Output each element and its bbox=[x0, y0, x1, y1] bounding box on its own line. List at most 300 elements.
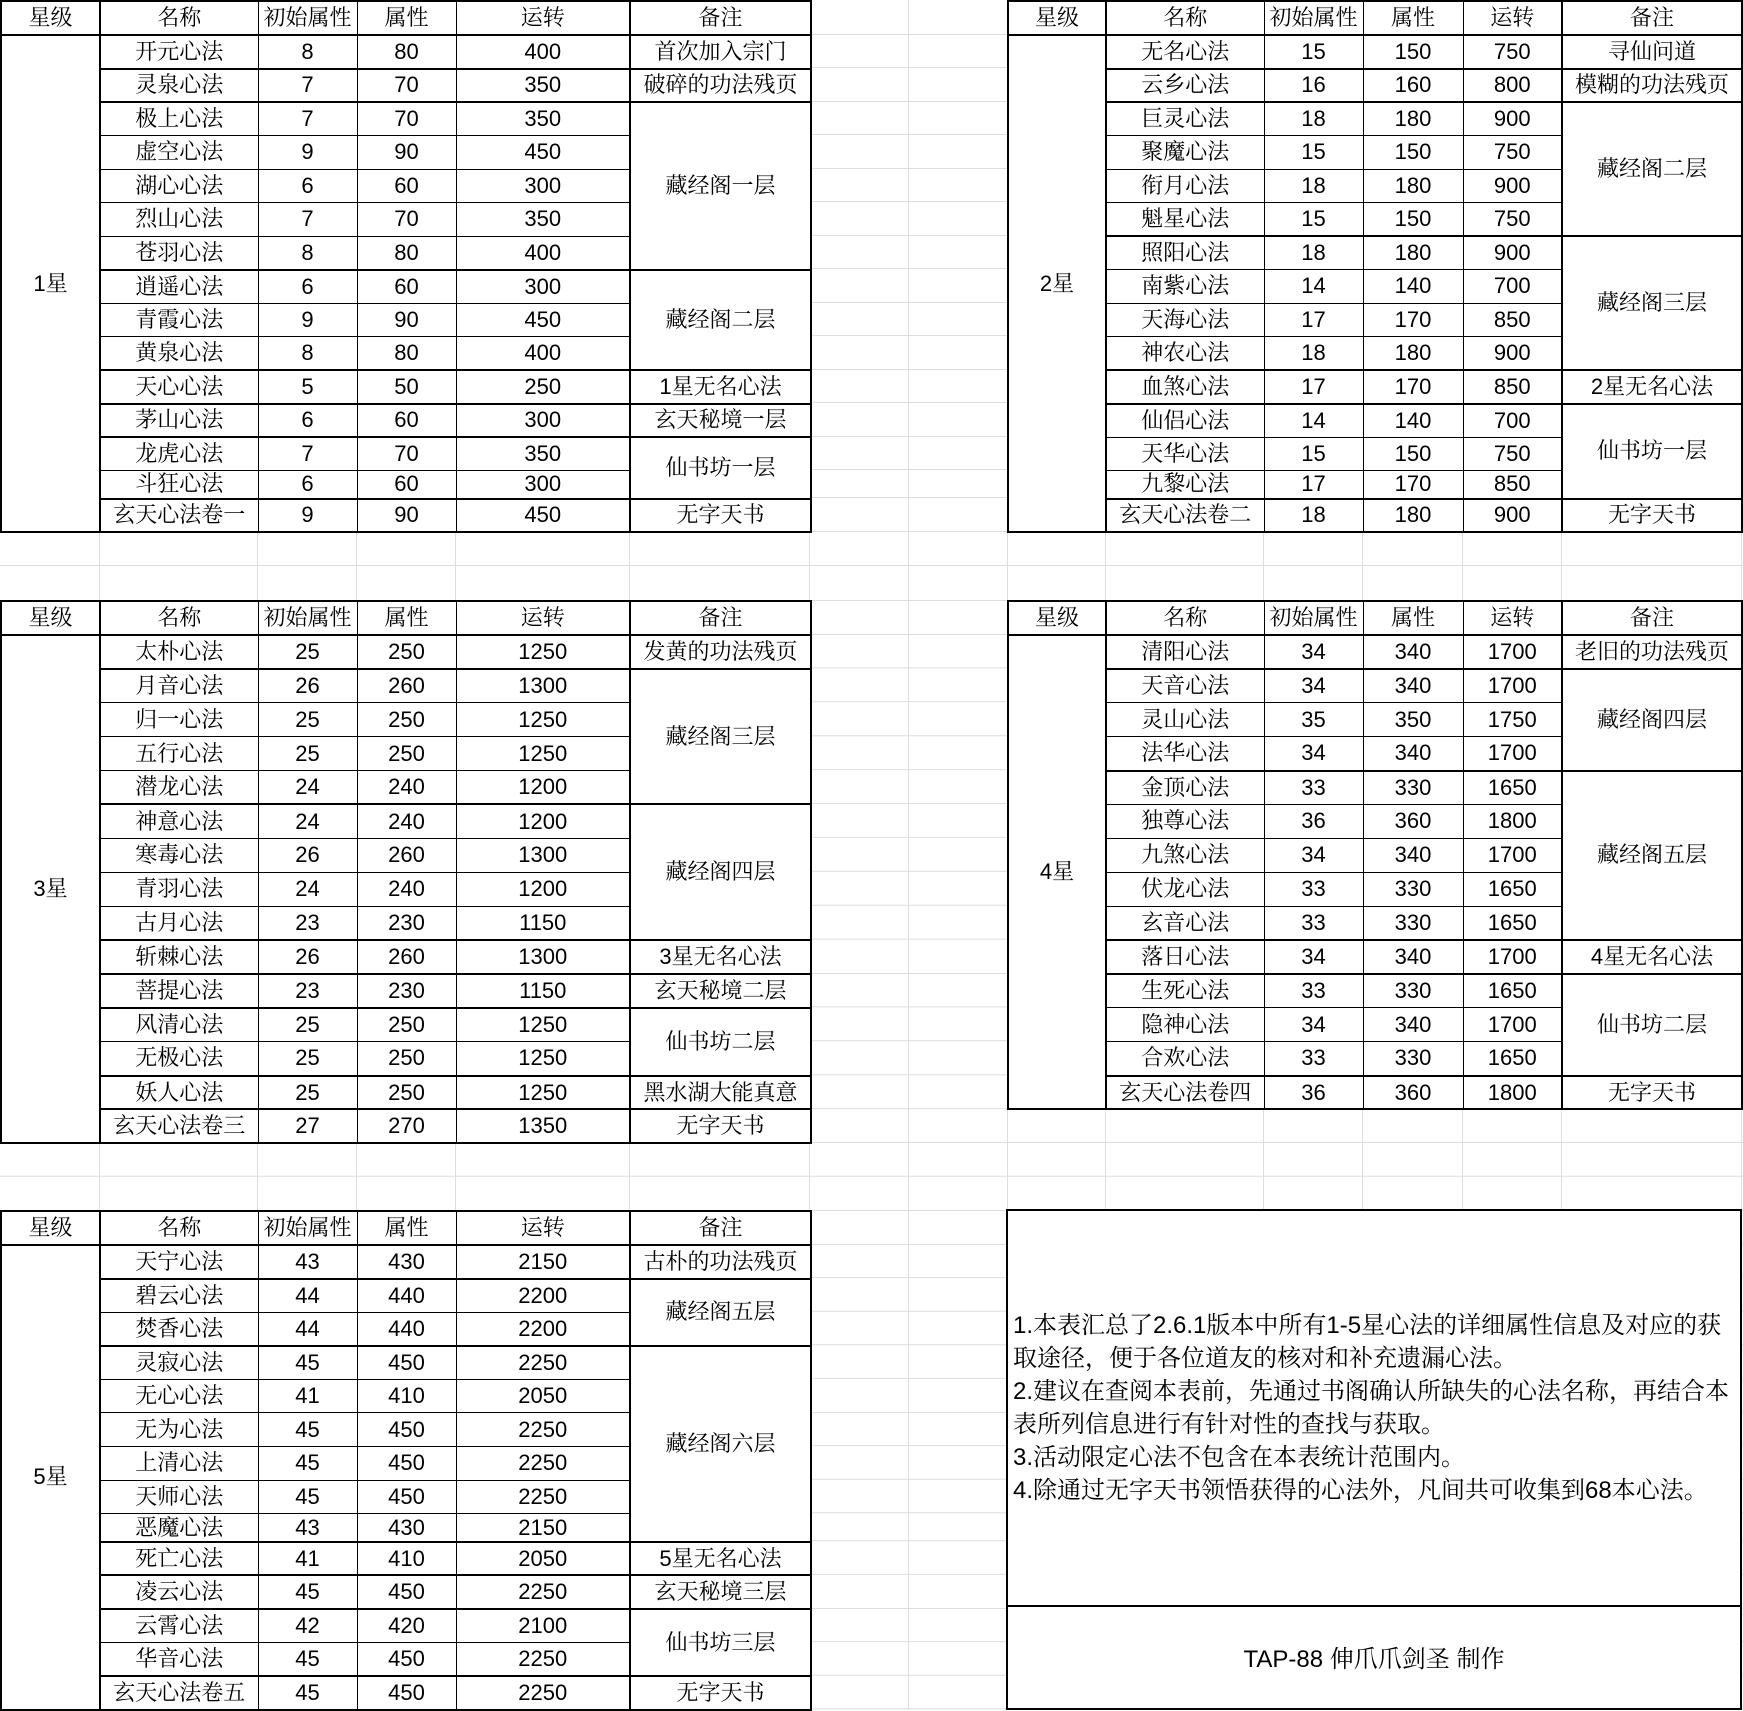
base-attr-cell[interactable]: 17 bbox=[1264, 370, 1363, 404]
base-attr-cell[interactable]: 36 bbox=[1264, 1076, 1363, 1110]
run-cell[interactable]: 750 bbox=[1463, 437, 1562, 471]
name-cell[interactable]: 灵泉心法 bbox=[100, 69, 258, 103]
remark-cell[interactable]: 1星无名心法 bbox=[630, 370, 811, 404]
attr-cell[interactable]: 60 bbox=[357, 169, 456, 203]
attr-cell[interactable]: 150 bbox=[1363, 35, 1463, 69]
attr-cell[interactable]: 180 bbox=[1363, 169, 1463, 203]
remark-cell[interactable]: 5星无名心法 bbox=[630, 1542, 811, 1576]
run-cell[interactable]: 2250 bbox=[456, 1413, 630, 1447]
name-cell[interactable]: 金顶心法 bbox=[1106, 771, 1264, 805]
attr-cell[interactable]: 240 bbox=[357, 872, 456, 906]
remark-cell[interactable]: 古朴的功法残页 bbox=[630, 1245, 811, 1279]
run-cell[interactable]: 1250 bbox=[456, 737, 630, 771]
run-cell[interactable]: 750 bbox=[1463, 203, 1562, 237]
name-cell[interactable]: 黄泉心法 bbox=[100, 337, 258, 371]
remark-cell[interactable]: 发黄的功法残页 bbox=[630, 635, 811, 669]
run-cell[interactable]: 900 bbox=[1463, 236, 1562, 270]
header-run[interactable]: 运转 bbox=[456, 601, 630, 635]
remark-cell[interactable]: 破碎的功法残页 bbox=[630, 69, 811, 103]
remark-cell[interactable]: 藏经阁三层 bbox=[630, 669, 811, 805]
run-cell[interactable]: 850 bbox=[1463, 370, 1562, 404]
attr-cell[interactable]: 440 bbox=[357, 1279, 456, 1313]
base-attr-cell[interactable]: 17 bbox=[1264, 471, 1363, 499]
base-attr-cell[interactable]: 45 bbox=[258, 1480, 357, 1514]
header-attr[interactable]: 属性 bbox=[357, 601, 456, 635]
name-cell[interactable]: 玄天心法卷一 bbox=[100, 499, 258, 533]
attr-cell[interactable]: 340 bbox=[1363, 737, 1463, 771]
base-attr-cell[interactable]: 6 bbox=[258, 471, 357, 499]
run-cell[interactable]: 900 bbox=[1463, 102, 1562, 136]
run-cell[interactable]: 1150 bbox=[456, 906, 630, 940]
attr-cell[interactable]: 170 bbox=[1363, 370, 1463, 404]
run-cell[interactable]: 2150 bbox=[456, 1245, 630, 1279]
attr-cell[interactable]: 70 bbox=[357, 203, 456, 237]
name-cell[interactable]: 龙虎心法 bbox=[100, 437, 258, 471]
star-level-cell[interactable]: 3星 bbox=[1, 635, 100, 1143]
base-attr-cell[interactable]: 6 bbox=[258, 270, 357, 304]
base-attr-cell[interactable]: 25 bbox=[258, 1042, 357, 1076]
run-cell[interactable]: 2050 bbox=[456, 1379, 630, 1413]
attr-cell[interactable]: 60 bbox=[357, 471, 456, 499]
run-cell[interactable]: 300 bbox=[456, 169, 630, 203]
base-attr-cell[interactable]: 42 bbox=[258, 1609, 357, 1643]
base-attr-cell[interactable]: 41 bbox=[258, 1542, 357, 1576]
attr-cell[interactable]: 450 bbox=[357, 1413, 456, 1447]
name-cell[interactable]: 开元心法 bbox=[100, 35, 258, 69]
attr-cell[interactable]: 230 bbox=[357, 906, 456, 940]
attr-cell[interactable]: 80 bbox=[357, 236, 456, 270]
name-cell[interactable]: 落日心法 bbox=[1106, 940, 1264, 974]
base-attr-cell[interactable]: 25 bbox=[258, 737, 357, 771]
run-cell[interactable]: 1700 bbox=[1463, 940, 1562, 974]
base-attr-cell[interactable]: 26 bbox=[258, 838, 357, 872]
run-cell[interactable]: 1700 bbox=[1463, 737, 1562, 771]
run-cell[interactable]: 1300 bbox=[456, 669, 630, 703]
star-level-cell[interactable]: 2星 bbox=[1008, 35, 1106, 532]
name-cell[interactable]: 斗狂心法 bbox=[100, 471, 258, 499]
header-name[interactable]: 名称 bbox=[100, 1, 258, 35]
run-cell[interactable]: 800 bbox=[1463, 69, 1562, 103]
base-attr-cell[interactable]: 6 bbox=[258, 169, 357, 203]
name-cell[interactable]: 玄天心法卷二 bbox=[1106, 499, 1264, 533]
attr-cell[interactable]: 430 bbox=[357, 1245, 456, 1279]
header-attr[interactable]: 属性 bbox=[1363, 1, 1463, 35]
run-cell[interactable]: 850 bbox=[1463, 303, 1562, 337]
header-base-attr[interactable]: 初始属性 bbox=[1264, 601, 1363, 635]
base-attr-cell[interactable]: 27 bbox=[258, 1109, 357, 1143]
attr-cell[interactable]: 80 bbox=[357, 35, 456, 69]
name-cell[interactable]: 月音心法 bbox=[100, 669, 258, 703]
remark-cell[interactable]: 首次加入宗门 bbox=[630, 35, 811, 69]
header-base-attr[interactable]: 初始属性 bbox=[258, 601, 357, 635]
run-cell[interactable]: 1250 bbox=[456, 1008, 630, 1042]
name-cell[interactable]: 虚空心法 bbox=[100, 136, 258, 170]
name-cell[interactable]: 天音心法 bbox=[1106, 669, 1264, 703]
base-attr-cell[interactable]: 25 bbox=[258, 1076, 357, 1110]
run-cell[interactable]: 350 bbox=[456, 69, 630, 103]
run-cell[interactable]: 1700 bbox=[1463, 838, 1562, 872]
base-attr-cell[interactable]: 7 bbox=[258, 203, 357, 237]
name-cell[interactable]: 伏龙心法 bbox=[1106, 872, 1264, 906]
run-cell[interactable]: 1200 bbox=[456, 771, 630, 805]
run-cell[interactable]: 1200 bbox=[456, 872, 630, 906]
header-star[interactable]: 星级 bbox=[1008, 601, 1106, 635]
run-cell[interactable]: 400 bbox=[456, 236, 630, 270]
name-cell[interactable]: 法华心法 bbox=[1106, 737, 1264, 771]
run-cell[interactable]: 1650 bbox=[1463, 1042, 1562, 1076]
name-cell[interactable]: 生死心法 bbox=[1106, 974, 1264, 1008]
attr-cell[interactable]: 60 bbox=[357, 270, 456, 304]
base-attr-cell[interactable]: 43 bbox=[258, 1514, 357, 1542]
run-cell[interactable]: 2250 bbox=[456, 1643, 630, 1677]
name-cell[interactable]: 寒毒心法 bbox=[100, 838, 258, 872]
name-cell[interactable]: 玄天心法卷四 bbox=[1106, 1076, 1264, 1110]
remark-cell[interactable]: 仙书坊二层 bbox=[1562, 974, 1742, 1076]
base-attr-cell[interactable]: 6 bbox=[258, 404, 357, 438]
base-attr-cell[interactable]: 24 bbox=[258, 872, 357, 906]
remark-cell[interactable]: 玄天秘境三层 bbox=[630, 1575, 811, 1609]
run-cell[interactable]: 400 bbox=[456, 337, 630, 371]
attr-cell[interactable]: 160 bbox=[1363, 69, 1463, 103]
base-attr-cell[interactable]: 8 bbox=[258, 35, 357, 69]
remark-cell[interactable]: 无字天书 bbox=[1562, 1076, 1742, 1110]
attr-cell[interactable]: 450 bbox=[357, 1643, 456, 1677]
name-cell[interactable]: 隐神心法 bbox=[1106, 1008, 1264, 1042]
name-cell[interactable]: 烈山心法 bbox=[100, 203, 258, 237]
header-attr[interactable]: 属性 bbox=[1363, 601, 1463, 635]
name-cell[interactable]: 风清心法 bbox=[100, 1008, 258, 1042]
name-cell[interactable]: 焚香心法 bbox=[100, 1312, 258, 1346]
name-cell[interactable]: 逍遥心法 bbox=[100, 270, 258, 304]
attr-cell[interactable]: 170 bbox=[1363, 303, 1463, 337]
run-cell[interactable]: 350 bbox=[456, 437, 630, 471]
base-attr-cell[interactable]: 23 bbox=[258, 906, 357, 940]
header-attr[interactable]: 属性 bbox=[357, 1, 456, 35]
run-cell[interactable]: 2250 bbox=[456, 1575, 630, 1609]
base-attr-cell[interactable]: 34 bbox=[1264, 1008, 1363, 1042]
remark-cell[interactable]: 藏经阁二层 bbox=[630, 270, 811, 371]
base-attr-cell[interactable]: 26 bbox=[258, 669, 357, 703]
remark-cell[interactable]: 仙书坊一层 bbox=[1562, 404, 1742, 499]
attr-cell[interactable]: 350 bbox=[1363, 703, 1463, 737]
base-attr-cell[interactable]: 45 bbox=[258, 1413, 357, 1447]
run-cell[interactable]: 250 bbox=[456, 370, 630, 404]
remark-cell[interactable]: 藏经阁四层 bbox=[1562, 669, 1742, 771]
run-cell[interactable]: 300 bbox=[456, 471, 630, 499]
attr-cell[interactable]: 90 bbox=[357, 136, 456, 170]
remark-cell[interactable]: 藏经阁三层 bbox=[1562, 236, 1742, 370]
attr-cell[interactable]: 330 bbox=[1363, 974, 1463, 1008]
run-cell[interactable]: 2250 bbox=[456, 1480, 630, 1514]
header-star[interactable]: 星级 bbox=[1008, 1, 1106, 35]
run-cell[interactable]: 1250 bbox=[456, 1042, 630, 1076]
run-cell[interactable]: 900 bbox=[1463, 337, 1562, 371]
name-cell[interactable]: 妖人心法 bbox=[100, 1076, 258, 1110]
base-attr-cell[interactable]: 7 bbox=[258, 102, 357, 136]
credit-cell[interactable]: TAP-88 伸爪爪剑圣 制作 bbox=[1243, 1646, 1505, 1673]
name-cell[interactable]: 合欢心法 bbox=[1106, 1042, 1264, 1076]
base-attr-cell[interactable]: 33 bbox=[1264, 872, 1363, 906]
name-cell[interactable]: 青霞心法 bbox=[100, 303, 258, 337]
base-attr-cell[interactable]: 9 bbox=[258, 136, 357, 170]
attr-cell[interactable]: 450 bbox=[357, 1676, 456, 1710]
base-attr-cell[interactable]: 35 bbox=[1264, 703, 1363, 737]
run-cell[interactable]: 2250 bbox=[456, 1346, 630, 1380]
remark-cell[interactable]: 无字天书 bbox=[630, 1109, 811, 1143]
header-base-attr[interactable]: 初始属性 bbox=[258, 1211, 357, 1245]
run-cell[interactable]: 1800 bbox=[1463, 1076, 1562, 1110]
base-attr-cell[interactable]: 16 bbox=[1264, 69, 1363, 103]
run-cell[interactable]: 450 bbox=[456, 499, 630, 533]
name-cell[interactable]: 玄天心法卷三 bbox=[100, 1109, 258, 1143]
run-cell[interactable]: 450 bbox=[456, 136, 630, 170]
name-cell[interactable]: 衔月心法 bbox=[1106, 169, 1264, 203]
base-attr-cell[interactable]: 45 bbox=[258, 1575, 357, 1609]
remark-cell[interactable]: 仙书坊三层 bbox=[630, 1609, 811, 1676]
name-cell[interactable]: 上清心法 bbox=[100, 1447, 258, 1481]
attr-cell[interactable]: 330 bbox=[1363, 1042, 1463, 1076]
header-run[interactable]: 运转 bbox=[1463, 601, 1562, 635]
header-run[interactable]: 运转 bbox=[456, 1, 630, 35]
attr-cell[interactable]: 260 bbox=[357, 669, 456, 703]
attr-cell[interactable]: 50 bbox=[357, 370, 456, 404]
attr-cell[interactable]: 270 bbox=[357, 1109, 456, 1143]
base-attr-cell[interactable]: 33 bbox=[1264, 771, 1363, 805]
run-cell[interactable]: 2250 bbox=[456, 1676, 630, 1710]
name-cell[interactable]: 天师心法 bbox=[100, 1480, 258, 1514]
base-attr-cell[interactable]: 25 bbox=[258, 635, 357, 669]
attr-cell[interactable]: 250 bbox=[357, 1008, 456, 1042]
attr-cell[interactable]: 80 bbox=[357, 337, 456, 371]
header-star[interactable]: 星级 bbox=[1, 1211, 100, 1245]
base-attr-cell[interactable]: 34 bbox=[1264, 635, 1363, 669]
attr-cell[interactable]: 150 bbox=[1363, 136, 1463, 170]
base-attr-cell[interactable]: 24 bbox=[258, 804, 357, 838]
remark-cell[interactable]: 藏经阁五层 bbox=[1562, 771, 1742, 940]
run-cell[interactable]: 1350 bbox=[456, 1109, 630, 1143]
name-cell[interactable]: 玄音心法 bbox=[1106, 906, 1264, 940]
base-attr-cell[interactable]: 8 bbox=[258, 236, 357, 270]
name-cell[interactable]: 凌云心法 bbox=[100, 1575, 258, 1609]
attr-cell[interactable]: 170 bbox=[1363, 471, 1463, 499]
name-cell[interactable]: 无心心法 bbox=[100, 1379, 258, 1413]
attr-cell[interactable]: 250 bbox=[357, 1042, 456, 1076]
run-cell[interactable]: 1700 bbox=[1463, 635, 1562, 669]
run-cell[interactable]: 450 bbox=[456, 303, 630, 337]
name-cell[interactable]: 归一心法 bbox=[100, 703, 258, 737]
attr-cell[interactable]: 140 bbox=[1363, 270, 1463, 304]
base-attr-cell[interactable]: 7 bbox=[258, 69, 357, 103]
attr-cell[interactable]: 340 bbox=[1363, 940, 1463, 974]
remark-cell[interactable]: 仙书坊二层 bbox=[630, 1008, 811, 1076]
base-attr-cell[interactable]: 41 bbox=[258, 1379, 357, 1413]
run-cell[interactable]: 1150 bbox=[456, 974, 630, 1008]
attr-cell[interactable]: 70 bbox=[357, 102, 456, 136]
base-attr-cell[interactable]: 17 bbox=[1264, 303, 1363, 337]
star-level-cell[interactable]: 4星 bbox=[1008, 635, 1106, 1109]
name-cell[interactable]: 玄天心法卷五 bbox=[100, 1676, 258, 1710]
run-cell[interactable]: 1650 bbox=[1463, 974, 1562, 1008]
base-attr-cell[interactable]: 43 bbox=[258, 1245, 357, 1279]
name-cell[interactable]: 极上心法 bbox=[100, 102, 258, 136]
attr-cell[interactable]: 330 bbox=[1363, 872, 1463, 906]
name-cell[interactable]: 聚魔心法 bbox=[1106, 136, 1264, 170]
base-attr-cell[interactable]: 18 bbox=[1264, 169, 1363, 203]
base-attr-cell[interactable]: 5 bbox=[258, 370, 357, 404]
header-run[interactable]: 运转 bbox=[456, 1211, 630, 1245]
name-cell[interactable]: 南紫心法 bbox=[1106, 270, 1264, 304]
attr-cell[interactable]: 260 bbox=[357, 838, 456, 872]
run-cell[interactable]: 300 bbox=[456, 270, 630, 304]
attr-cell[interactable]: 180 bbox=[1363, 337, 1463, 371]
notes-cell[interactable] bbox=[1008, 1211, 1740, 1607]
base-attr-cell[interactable]: 23 bbox=[258, 974, 357, 1008]
remark-cell[interactable]: 藏经阁四层 bbox=[630, 804, 811, 940]
remark-cell[interactable]: 玄天秘境二层 bbox=[630, 974, 811, 1008]
run-cell[interactable]: 750 bbox=[1463, 35, 1562, 69]
base-attr-cell[interactable]: 25 bbox=[258, 1008, 357, 1042]
name-cell[interactable]: 太朴心法 bbox=[100, 635, 258, 669]
attr-cell[interactable]: 450 bbox=[357, 1480, 456, 1514]
base-attr-cell[interactable]: 15 bbox=[1264, 203, 1363, 237]
name-cell[interactable]: 巨灵心法 bbox=[1106, 102, 1264, 136]
run-cell[interactable]: 900 bbox=[1463, 499, 1562, 533]
base-attr-cell[interactable]: 33 bbox=[1264, 1042, 1363, 1076]
name-cell[interactable]: 湖心心法 bbox=[100, 169, 258, 203]
run-cell[interactable]: 1700 bbox=[1463, 669, 1562, 703]
header-run[interactable]: 运转 bbox=[1463, 1, 1562, 35]
base-attr-cell[interactable]: 15 bbox=[1264, 35, 1363, 69]
remark-cell[interactable]: 黑水湖大能真意 bbox=[630, 1076, 811, 1110]
name-cell[interactable]: 无极心法 bbox=[100, 1042, 258, 1076]
attr-cell[interactable]: 450 bbox=[357, 1346, 456, 1380]
remark-cell[interactable]: 藏经阁二层 bbox=[1562, 102, 1742, 236]
remark-cell[interactable]: 藏经阁六层 bbox=[630, 1346, 811, 1542]
base-attr-cell[interactable]: 34 bbox=[1264, 737, 1363, 771]
remark-cell[interactable]: 2星无名心法 bbox=[1562, 370, 1742, 404]
attr-cell[interactable]: 140 bbox=[1363, 404, 1463, 438]
name-cell[interactable]: 神意心法 bbox=[100, 804, 258, 838]
attr-cell[interactable]: 250 bbox=[357, 703, 456, 737]
base-attr-cell[interactable]: 8 bbox=[258, 337, 357, 371]
attr-cell[interactable]: 340 bbox=[1363, 1008, 1463, 1042]
header-base-attr[interactable]: 初始属性 bbox=[1264, 1, 1363, 35]
attr-cell[interactable]: 180 bbox=[1363, 102, 1463, 136]
base-attr-cell[interactable]: 44 bbox=[258, 1279, 357, 1313]
attr-cell[interactable]: 250 bbox=[357, 737, 456, 771]
attr-cell[interactable]: 150 bbox=[1363, 437, 1463, 471]
run-cell[interactable]: 750 bbox=[1463, 136, 1562, 170]
run-cell[interactable]: 1200 bbox=[456, 804, 630, 838]
name-cell[interactable]: 天华心法 bbox=[1106, 437, 1264, 471]
name-cell[interactable]: 仙侣心法 bbox=[1106, 404, 1264, 438]
base-attr-cell[interactable]: 9 bbox=[258, 499, 357, 533]
name-cell[interactable]: 五行心法 bbox=[100, 737, 258, 771]
name-cell[interactable]: 血煞心法 bbox=[1106, 370, 1264, 404]
attr-cell[interactable]: 250 bbox=[357, 1076, 456, 1110]
attr-cell[interactable]: 360 bbox=[1363, 804, 1463, 838]
attr-cell[interactable]: 90 bbox=[357, 499, 456, 533]
base-attr-cell[interactable]: 25 bbox=[258, 703, 357, 737]
run-cell[interactable]: 1300 bbox=[456, 940, 630, 974]
header-remark[interactable]: 备注 bbox=[630, 1, 811, 35]
remark-cell[interactable]: 模糊的功法残页 bbox=[1562, 69, 1742, 103]
base-attr-cell[interactable]: 9 bbox=[258, 303, 357, 337]
base-attr-cell[interactable]: 18 bbox=[1264, 102, 1363, 136]
name-cell[interactable]: 照阳心法 bbox=[1106, 236, 1264, 270]
base-attr-cell[interactable]: 14 bbox=[1264, 404, 1363, 438]
base-attr-cell[interactable]: 34 bbox=[1264, 669, 1363, 703]
name-cell[interactable]: 灵山心法 bbox=[1106, 703, 1264, 737]
run-cell[interactable]: 2250 bbox=[456, 1447, 630, 1481]
base-attr-cell[interactable]: 45 bbox=[258, 1643, 357, 1677]
name-cell[interactable]: 神农心法 bbox=[1106, 337, 1264, 371]
remark-cell[interactable]: 无字天书 bbox=[630, 1676, 811, 1710]
remark-cell[interactable]: 3星无名心法 bbox=[630, 940, 811, 974]
attr-cell[interactable]: 430 bbox=[357, 1514, 456, 1542]
attr-cell[interactable]: 260 bbox=[357, 940, 456, 974]
name-cell[interactable]: 斩棘心法 bbox=[100, 940, 258, 974]
base-attr-cell[interactable]: 15 bbox=[1264, 136, 1363, 170]
attr-cell[interactable]: 440 bbox=[357, 1312, 456, 1346]
header-remark[interactable]: 备注 bbox=[1562, 1, 1742, 35]
run-cell[interactable]: 1650 bbox=[1463, 906, 1562, 940]
attr-cell[interactable]: 240 bbox=[357, 804, 456, 838]
name-cell[interactable]: 九煞心法 bbox=[1106, 838, 1264, 872]
base-attr-cell[interactable]: 33 bbox=[1264, 906, 1363, 940]
base-attr-cell[interactable]: 45 bbox=[258, 1676, 357, 1710]
name-cell[interactable]: 恶魔心法 bbox=[100, 1514, 258, 1542]
attr-cell[interactable]: 230 bbox=[357, 974, 456, 1008]
run-cell[interactable]: 1750 bbox=[1463, 703, 1562, 737]
name-cell[interactable]: 云霄心法 bbox=[100, 1609, 258, 1643]
attr-cell[interactable]: 360 bbox=[1363, 1076, 1463, 1110]
name-cell[interactable]: 天海心法 bbox=[1106, 303, 1264, 337]
attr-cell[interactable]: 410 bbox=[357, 1379, 456, 1413]
attr-cell[interactable]: 450 bbox=[357, 1575, 456, 1609]
attr-cell[interactable]: 70 bbox=[357, 437, 456, 471]
header-name[interactable]: 名称 bbox=[100, 1211, 258, 1245]
star-level-cell[interactable]: 5星 bbox=[1, 1245, 100, 1710]
base-attr-cell[interactable]: 34 bbox=[1264, 940, 1363, 974]
attr-cell[interactable]: 70 bbox=[357, 69, 456, 103]
run-cell[interactable]: 2050 bbox=[456, 1542, 630, 1576]
base-attr-cell[interactable]: 36 bbox=[1264, 804, 1363, 838]
run-cell[interactable]: 2200 bbox=[456, 1312, 630, 1346]
run-cell[interactable]: 900 bbox=[1463, 169, 1562, 203]
remark-cell[interactable]: 4星无名心法 bbox=[1562, 940, 1742, 974]
header-base-attr[interactable]: 初始属性 bbox=[258, 1, 357, 35]
run-cell[interactable]: 1250 bbox=[456, 1076, 630, 1110]
base-attr-cell[interactable]: 45 bbox=[258, 1346, 357, 1380]
name-cell[interactable]: 菩提心法 bbox=[100, 974, 258, 1008]
remark-cell[interactable]: 无字天书 bbox=[1562, 499, 1742, 533]
name-cell[interactable]: 天心心法 bbox=[100, 370, 258, 404]
base-attr-cell[interactable]: 33 bbox=[1264, 974, 1363, 1008]
remark-cell[interactable]: 寻仙问道 bbox=[1562, 35, 1742, 69]
attr-cell[interactable]: 240 bbox=[357, 771, 456, 805]
run-cell[interactable]: 700 bbox=[1463, 270, 1562, 304]
name-cell[interactable]: 无名心法 bbox=[1106, 35, 1264, 69]
name-cell[interactable]: 天宁心法 bbox=[100, 1245, 258, 1279]
base-attr-cell[interactable]: 44 bbox=[258, 1312, 357, 1346]
attr-cell[interactable]: 450 bbox=[357, 1447, 456, 1481]
base-attr-cell[interactable]: 24 bbox=[258, 771, 357, 805]
name-cell[interactable]: 独尊心法 bbox=[1106, 804, 1264, 838]
run-cell[interactable]: 350 bbox=[456, 203, 630, 237]
header-name[interactable]: 名称 bbox=[1106, 1, 1264, 35]
name-cell[interactable]: 云乡心法 bbox=[1106, 69, 1264, 103]
